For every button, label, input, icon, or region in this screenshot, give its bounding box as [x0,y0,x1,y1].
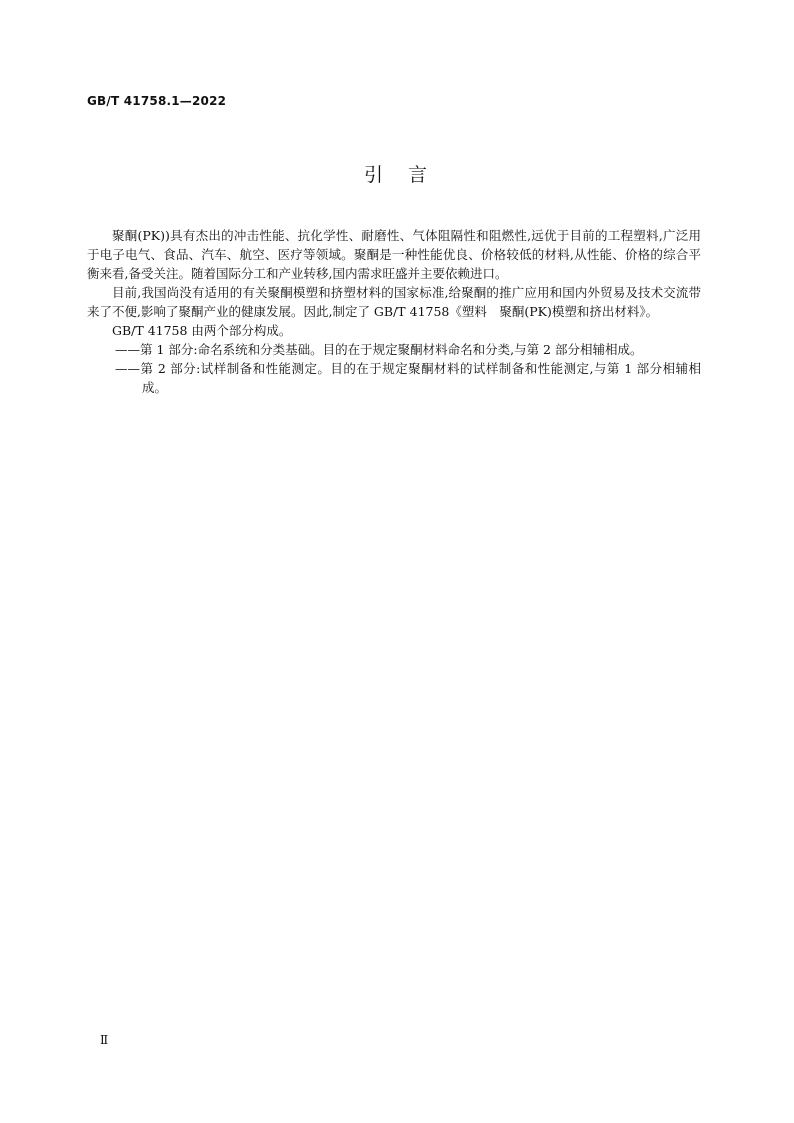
list-item-part-1: ——第 1 部分:命名系统和分类基础。目的在于规定聚酮材料命名和分类,与第 2 部分相辅相成。 [115,342,643,357]
page-number: Ⅱ [100,1033,109,1047]
section-title: 引 言 [363,164,430,186]
standard-code: GB/T 41758.1—2022 [87,94,227,108]
paragraph-2: 目前,我国尚没有适用的有关聚酮模塑和挤塑材料的国家标准,给聚酮的推广应用和国内外贸易及技术交流带来了不便,影响了聚酮产业的健康发展。因此,制定了 GB/T 41758《塑料 聚酮(PK)模塑和挤出材料》。 [87,285,701,319]
paragraph-3: GB/T 41758 由两个部分构成。 [112,323,292,338]
list-item-part-2: ——第 2 部分:试样制备和性能测定。目的在于规定聚酮材料的试样制备和性能测定,与第 1 部分相辅相成。 [115,361,701,395]
paragraph-1: 聚酮(PK))具有杰出的冲击性能、抗化学性、耐磨性、气体阻隔性和阻燃性,远优于目前的工程塑料,广泛用于电子电气、食品、汽车、航空、医疗等领域。聚酮是一种性能优良、价格较低的材料,从性能、价格的综合平衡来看,备受关注。随着国际分工和产业转移,国内需求旺盛并主要依赖进口。 [87,228,701,281]
introduction-body [87,226,701,397]
